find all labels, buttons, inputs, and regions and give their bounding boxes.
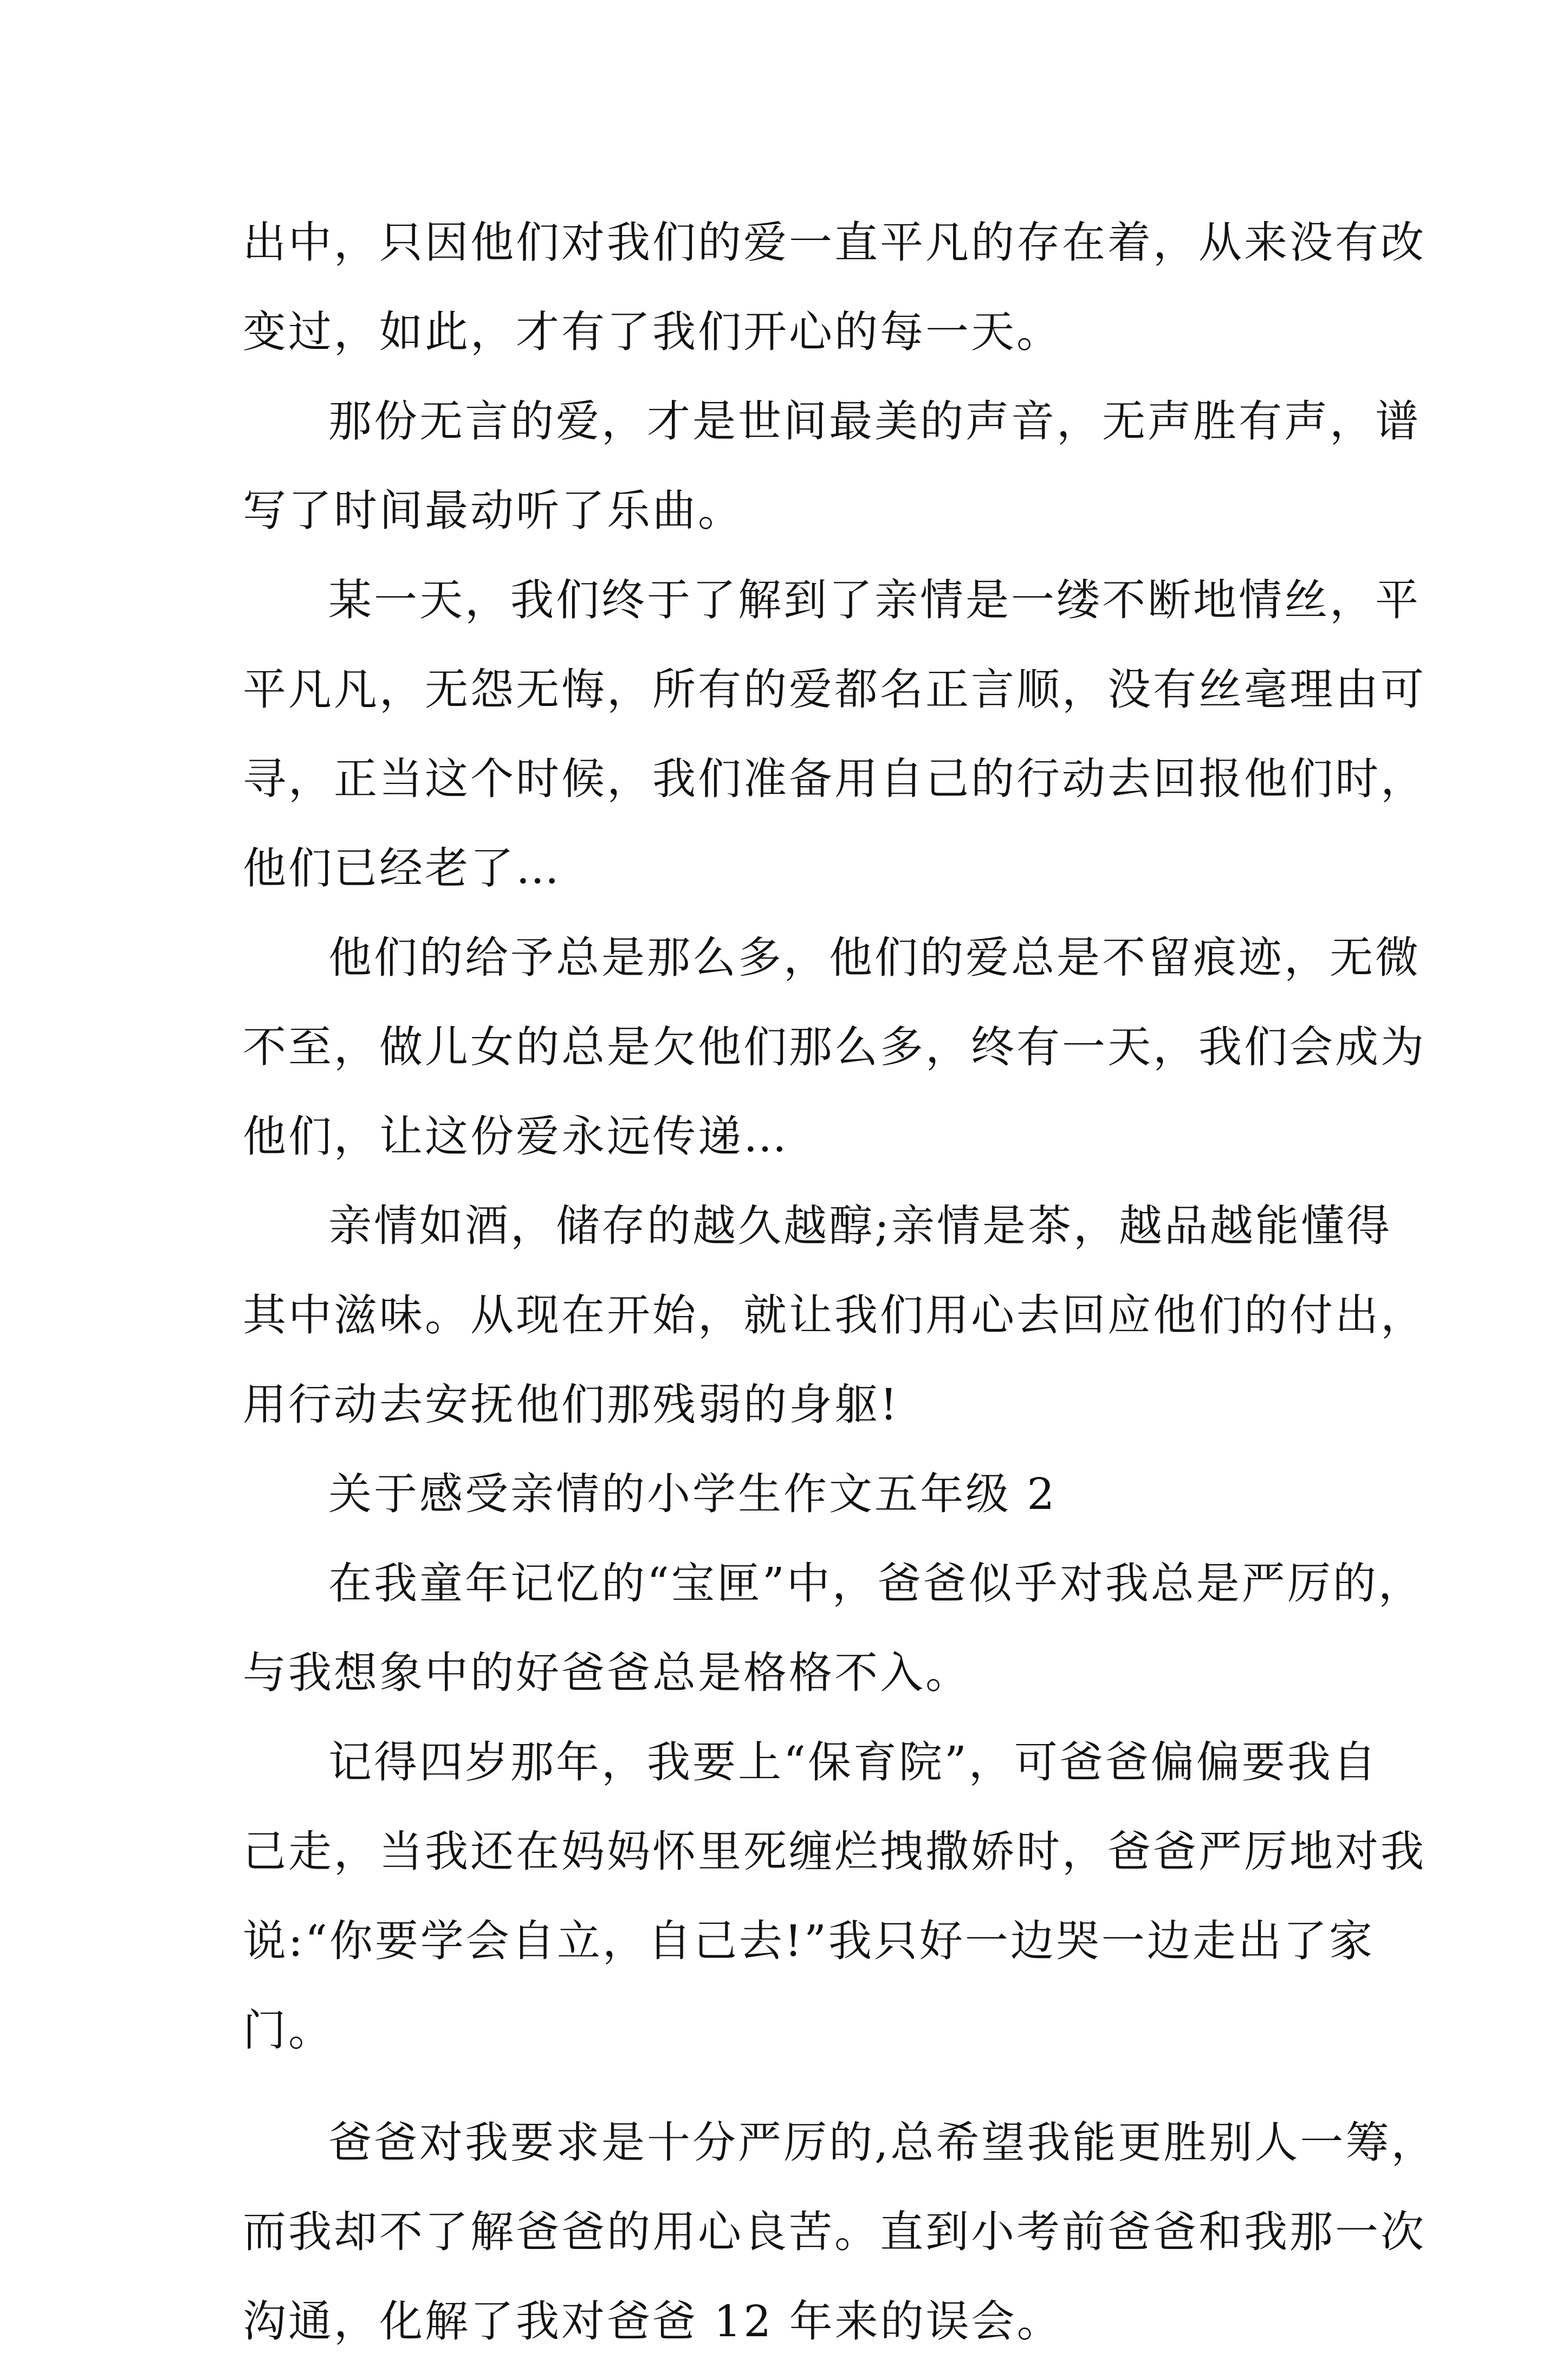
text-line: 那份无言的爱，才是世间最美的声音，无声胜有声，谱 xyxy=(328,396,1421,446)
text-line: 寻，正当这个时候，我们准备用自己的行动去回报他们时， xyxy=(243,754,1426,804)
text-line: 其中滋味。从现在开始，就让我们用心去回应他们的付出， xyxy=(243,1290,1426,1340)
text-line: 门。 xyxy=(243,2005,334,2056)
text-line: 平凡凡，无怨无悔，所有的爱都名正言顺，没有丝毫理由可 xyxy=(243,664,1426,715)
text-line: 他们已经老了… xyxy=(243,843,561,893)
text-line: 变过，如此，才有了我们开心的每一天。 xyxy=(243,307,1062,357)
document-body xyxy=(243,198,1437,2366)
text-line: 亲情如酒，储存的越久越醇;亲情是茶，越品越能懂得 xyxy=(328,1201,1392,1251)
text-line: 在我童年记忆的“宝匣”中，爸爸似乎对我总是严厉的， xyxy=(328,1558,1424,1609)
text-line: 与我想象中的好爸爸总是格格不入。 xyxy=(243,1648,971,1698)
text-line: 说:“你要学会自立，自己去!”我只好一边哭一边走出了家 xyxy=(243,1916,1375,1966)
text-line: 某一天，我们终于了解到了亲情是一缕不断地情丝，平 xyxy=(328,575,1421,625)
text-line: 用行动去安抚他们那残弱的身躯! xyxy=(243,1379,900,1430)
text-line: 记得四岁那年，我要上“保育院”，可爸爸偏偏要我自 xyxy=(328,1737,1378,1787)
text-line: 沟通，化解了我对爸爸 12 年来的误会。 xyxy=(243,2296,1062,2346)
text-line: 他们，让这份爱永远传递… xyxy=(243,1111,789,1162)
text-line: 出中，只因他们对我们的爱一直平凡的存在着，从来没有改 xyxy=(243,217,1426,268)
section-heading: 关于感受亲情的小学生作文五年级 2 xyxy=(328,1469,1057,1519)
text-line: 己走，当我还在妈妈怀里死缠烂拽撒娇时，爸爸严厉地对我 xyxy=(243,1826,1426,1877)
text-line: 爸爸对我要求是十分严厉的,总希望我能更胜别人一筹， xyxy=(328,2117,1437,2168)
text-line: 写了时间最动听了乐曲。 xyxy=(243,485,743,536)
text-line: 而我却不了解爸爸的用心良苦。直到小考前爸爸和我那一次 xyxy=(243,2207,1426,2257)
text-line: 他们的给予总是那么多，他们的爱总是不留痕迹，无微 xyxy=(328,932,1421,983)
text-line: 不至，做儿女的总是欠他们那么多，终有一天，我们会成为 xyxy=(243,1022,1426,1072)
